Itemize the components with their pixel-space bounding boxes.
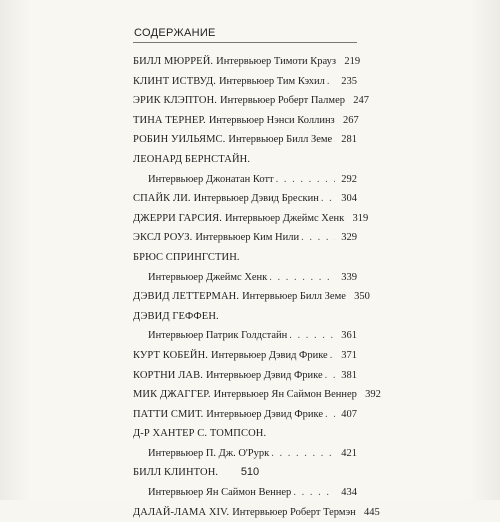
page-number: 510 [240,466,260,478]
entry-page-number: 235 [341,75,357,87]
entry-page-number: 371 [341,349,357,361]
entry-page-number: 407 [341,408,357,420]
entry-interviewer: Интервьюер П. Дж. О'Рурк [148,447,270,459]
header-rule [133,42,357,43]
toc-entry [133,503,380,522]
dot-leader [269,268,335,288]
entry-page-number: 219 [344,56,361,67]
entry-name: СПАЙК ЛИ. [133,193,191,205]
toc-entry [133,189,357,209]
toc-entry [133,424,357,444]
entry-name: ЛЕОНАРД БЕРНСТАЙН. [133,153,251,165]
toc-entry [133,91,369,111]
table-of-contents [133,52,381,522]
entry-page-number: 381 [341,369,357,381]
entry-name: ДЖЕРРИ ГАРСИЯ. [133,212,222,224]
entry-interviewer: Интервьюер Дэвид Брескин [193,193,319,205]
entry-page-number: 350 [354,291,370,303]
entry-page-number: 319 [352,212,369,224]
entry-interviewer: Интервьюер Тимоти Крауз [216,56,337,67]
entry-interviewer: Интервьюер Дэвид Фрике [211,349,328,361]
toc-entry [133,52,361,72]
entry-name: ТИНА ТЕРНЕР. [133,114,206,126]
entry-interviewer: Интервьюер Роберт Термэн [232,506,356,518]
entry-name: ДАЛАЙ-ЛАМА XIV. [133,506,230,518]
toc-entry [133,228,357,248]
entry-interviewer: Интервьюер Тим Кэхил [218,75,325,87]
entry-interviewer: Интервьюер Джеймс Хенк [224,212,345,224]
entry-page-number: 392 [365,389,381,401]
toc-entry [133,366,357,386]
entry-interviewer: Интервьюер Ян Саймон Веннер [148,487,292,499]
entry-interviewer: Интервьюер Билл Земе [228,134,333,146]
entry-page-number: 361 [341,330,357,342]
entry-page-number: 281 [341,134,357,146]
toc-entry [133,111,357,131]
entry-interviewer: Интервьюер Роберт Палмер [220,95,345,107]
entry-page-number: 421 [341,447,357,459]
entry-name: БИЛЛ МЮРРЕЙ. [133,56,214,67]
entry-interviewer: Интервьюер Ким Нили [195,232,300,244]
entry-page-number: 267 [342,114,359,126]
entry-page-number: 445 [363,506,380,518]
toc-entry [133,287,370,307]
toc-entry [133,326,357,346]
toc-entry [133,268,357,288]
entry-name: ПАТТИ СМИТ. [133,408,204,420]
toc-entry [133,444,357,464]
entry-name: КОРТНИ ЛАВ. [133,369,203,381]
toc-entry [133,346,357,366]
entry-interviewer: Интервьюер Джеймс Хенк [148,271,268,283]
entry-name: ЭРИК КЛЭПТОН. [133,95,217,107]
entry-interviewer: Интервьюер Патрик Голдстайн [148,330,288,342]
toc-entry [133,130,357,150]
entry-page-number: 434 [341,487,357,499]
entry-page-number: 247 [353,95,369,107]
entry-name: ЭКСЛ РОУЗ. [133,232,193,244]
dot-leader [301,228,335,248]
running-head: СОДЕРЖАНИЕ [134,27,216,39]
entry-interviewer: Интервьюер Дэвид Фрике [206,408,324,420]
entry-name: Д-Р ХАНТЕР С. ТОМПСОН. [133,428,267,440]
toc-entry [133,405,357,425]
entry-interviewer: Интервьюер Дэвид Фрике [205,369,323,381]
toc-entry [133,248,357,268]
toc-entry [133,72,357,92]
toc-entry [133,385,381,405]
dot-leader [321,189,335,209]
entry-name: БИЛЛ КЛИНТОН. [133,467,219,479]
dot-leader [325,366,335,386]
dot-leader [325,405,335,425]
entry-interviewer: Интервьюер Ян Саймон Веннер [213,389,357,401]
dot-leader [327,72,335,92]
dot-leader [330,346,335,366]
entry-page-number: 292 [341,173,357,185]
toc-entry [133,170,357,190]
dot-leader [276,170,335,190]
dot-leader [289,326,335,346]
entry-name: ДЭВИД ГЕФФЕН. [133,310,219,322]
entry-name: МИК ДЖАГГЕР. [133,389,211,401]
toc-entry [133,209,369,229]
entry-name: ДЭВИД ЛЕТТЕРМАН. [133,291,240,303]
entry-name: КУРТ КОБЕЙН. [133,349,208,361]
entry-page-number: 304 [341,193,357,205]
entry-interviewer: Интервьюер Билл Земе [242,291,346,303]
entry-page-number: 329 [341,232,357,244]
toc-entry [133,307,357,327]
entry-interviewer: Интервьюер Нэнси Коллинз [208,114,335,126]
entry-name: КЛИНТ ИСТВУД. [133,75,216,87]
dot-leader [334,130,335,150]
entry-name: БРЮС СПРИНГСТИН. [133,251,240,263]
dot-leader [271,444,335,464]
entry-page-number: 339 [341,271,357,283]
entry-name: РОБИН УИЛЬЯМС. [133,134,226,146]
entry-interviewer: Интервьюер Джонатан Котт [148,173,274,185]
toc-entry [133,150,357,170]
